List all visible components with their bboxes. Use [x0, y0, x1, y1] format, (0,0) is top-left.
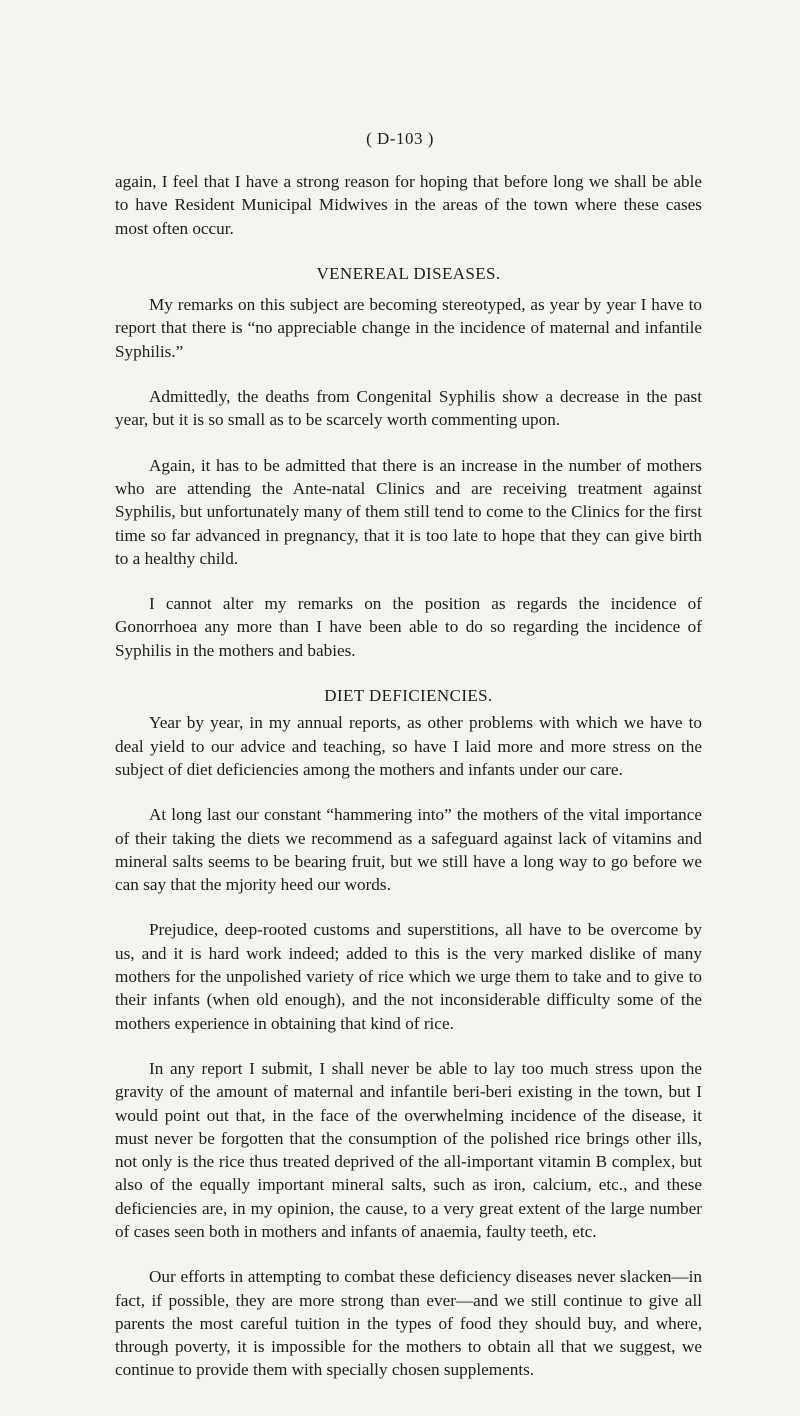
paragraph: Prejudice, deep-rooted customs and superstitions, all have to be overcome by us, and it is hard work indeed; added to this is the very marked dislike of many mothers for the unpolished variety of rice which we urge them to take and to give to their infants (when old enough), and the not inconsiderable difficulty some of the mothers experience in obtaining that kind of rice.: [115, 920, 702, 1033]
paragraph: In any report I submit, I shall never be able to lay too much stress upon the gravity of the amount of maternal and infantile beri-beri existing in the town, but I would point out that, in the face of the overwhelming incidence of the disease, it must never be forgotten that the consumption of the polished rice brings other ills, not only is the rice thus treated deprived of the all-important vitamin B complex, but also of the equally important mineral salts, such as iron, calcium, etc., and these deficiencies are, in my opinion, the cause, to a very great extent of the large number of cases seen both in mothers and infants of anaemia, faulty teeth, etc.: [115, 1058, 702, 1241]
report-body: [115, 170, 702, 1404]
paragraph: Year by year, in my annual reports, as other problems with which we have to deal yield to our advice and teaching, so have I laid more and more stress on the subject of diet deficiencies among the mothers and infants under our care.: [115, 713, 702, 779]
paragraph: Again, it has to be admitted that there is an increase in the number of mothers who are attending the Ante-natal Clinics and are receiving treatment against Syphilis, but unfortunately many of them still tend to come to the Clinics for the first time so far advanced in pregnancy, that it is too late to hope that they can give birth to a healthy child.: [115, 455, 702, 568]
venereal-diseases-section: [115, 262, 702, 662]
intro-paragraph: again, I feel that I have a strong reason for hoping that before long we shall be able to have Resident Municipal Midwives in the areas of the town where these cases most often occur.: [115, 172, 702, 238]
page-number: ( D-103 ): [366, 129, 434, 148]
diet-deficiencies-section: [115, 684, 702, 1382]
paragraph: Admittedly, the deaths from Congenital Syphilis show a decrease in the past year, but it is so small as to be scarcely worth commenting upon.: [115, 387, 702, 430]
paragraph: My remarks on this subject are becoming stereotyped, as year by year I have to report that there is “no appreciable change in the incidence of maternal and infantile Syphilis.”: [115, 295, 702, 361]
section-heading-diet: DIET DEFICIENCIES.: [324, 686, 493, 706]
paragraph: At long last our constant “hammering into” the mothers of the vital importance of their taking the diets we recommend as a safeguard against lack of vitamins and mineral salts seems to be bearing fruit, but we still have a long way to go before we can say that the mjority heed our words.: [115, 805, 702, 895]
paragraph: I cannot alter my remarks on the position as regards the incidence of Gonorrhoea any more than I have been able to do so regarding the incidence of Syphilis in the mothers and babies.: [115, 594, 702, 660]
section-heading-venereal: VENEREAL DISEASES.: [316, 263, 501, 283]
paragraph: Our efforts in attempting to combat these deficiency diseases never slacken—in fact, if possible, they are more strong than ever—and we still continue to give all parents the most careful tuition in the types of food they should buy, and where, through poverty, it is impossible for the mothers to obtain all that we suggest, we continue to provide them with specially chosen supplements.: [115, 1267, 702, 1380]
